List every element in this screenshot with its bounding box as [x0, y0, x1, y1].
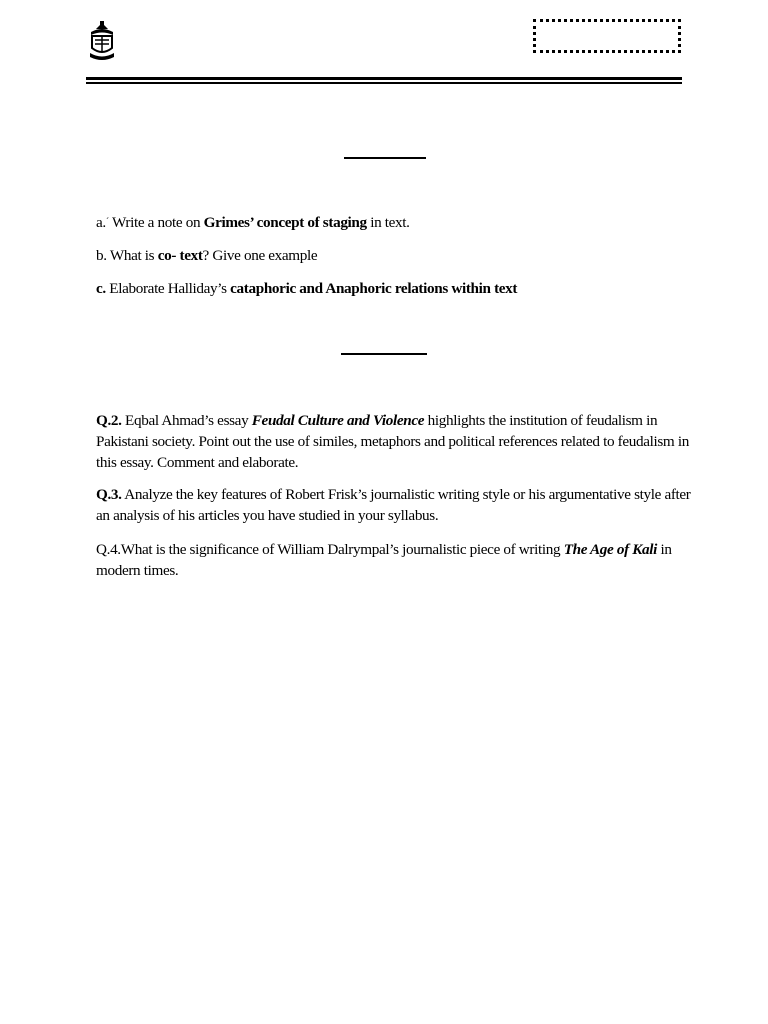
question-3: Q.3. Analyze the key features of Robert Frisk’s journalistic writing style or his argumentative style after an analysis of his articles you have studied in your syllabus. [96, 486, 691, 524]
university-crest-icon [86, 20, 118, 62]
question-number: Q.2. [96, 412, 122, 429]
question-2: Q.2. Eqbal Ahmad’s essay Feudal Culture and Violence highlights the institution of feudalism in Pakistani society. Point out the use of similes, metaphors and political references related to feudalism in this essay. Comment and elaborate. [96, 412, 689, 471]
header-divider [86, 77, 682, 80]
section-a-heading-line [344, 157, 426, 159]
section-b-heading-line [341, 353, 427, 355]
question-4: Q.4.What is the significance of William Dalrympal’s journalistic piece of writing The Age of Kali in modern times. [96, 541, 672, 579]
question-item-b: b. What is co- text? Give one example [96, 247, 318, 264]
question-item-c: c. Elaborate Halliday’s cataphoric and Anaphoric relations within text [96, 280, 518, 297]
question-number: Q.4. [96, 541, 121, 558]
question-number: Q.3. [96, 486, 122, 503]
header-divider-thin [86, 82, 682, 84]
question-item-a: a.´ Write a note on Grimes’ concept of staging in text. [96, 214, 410, 231]
roll-number-box [533, 19, 681, 53]
